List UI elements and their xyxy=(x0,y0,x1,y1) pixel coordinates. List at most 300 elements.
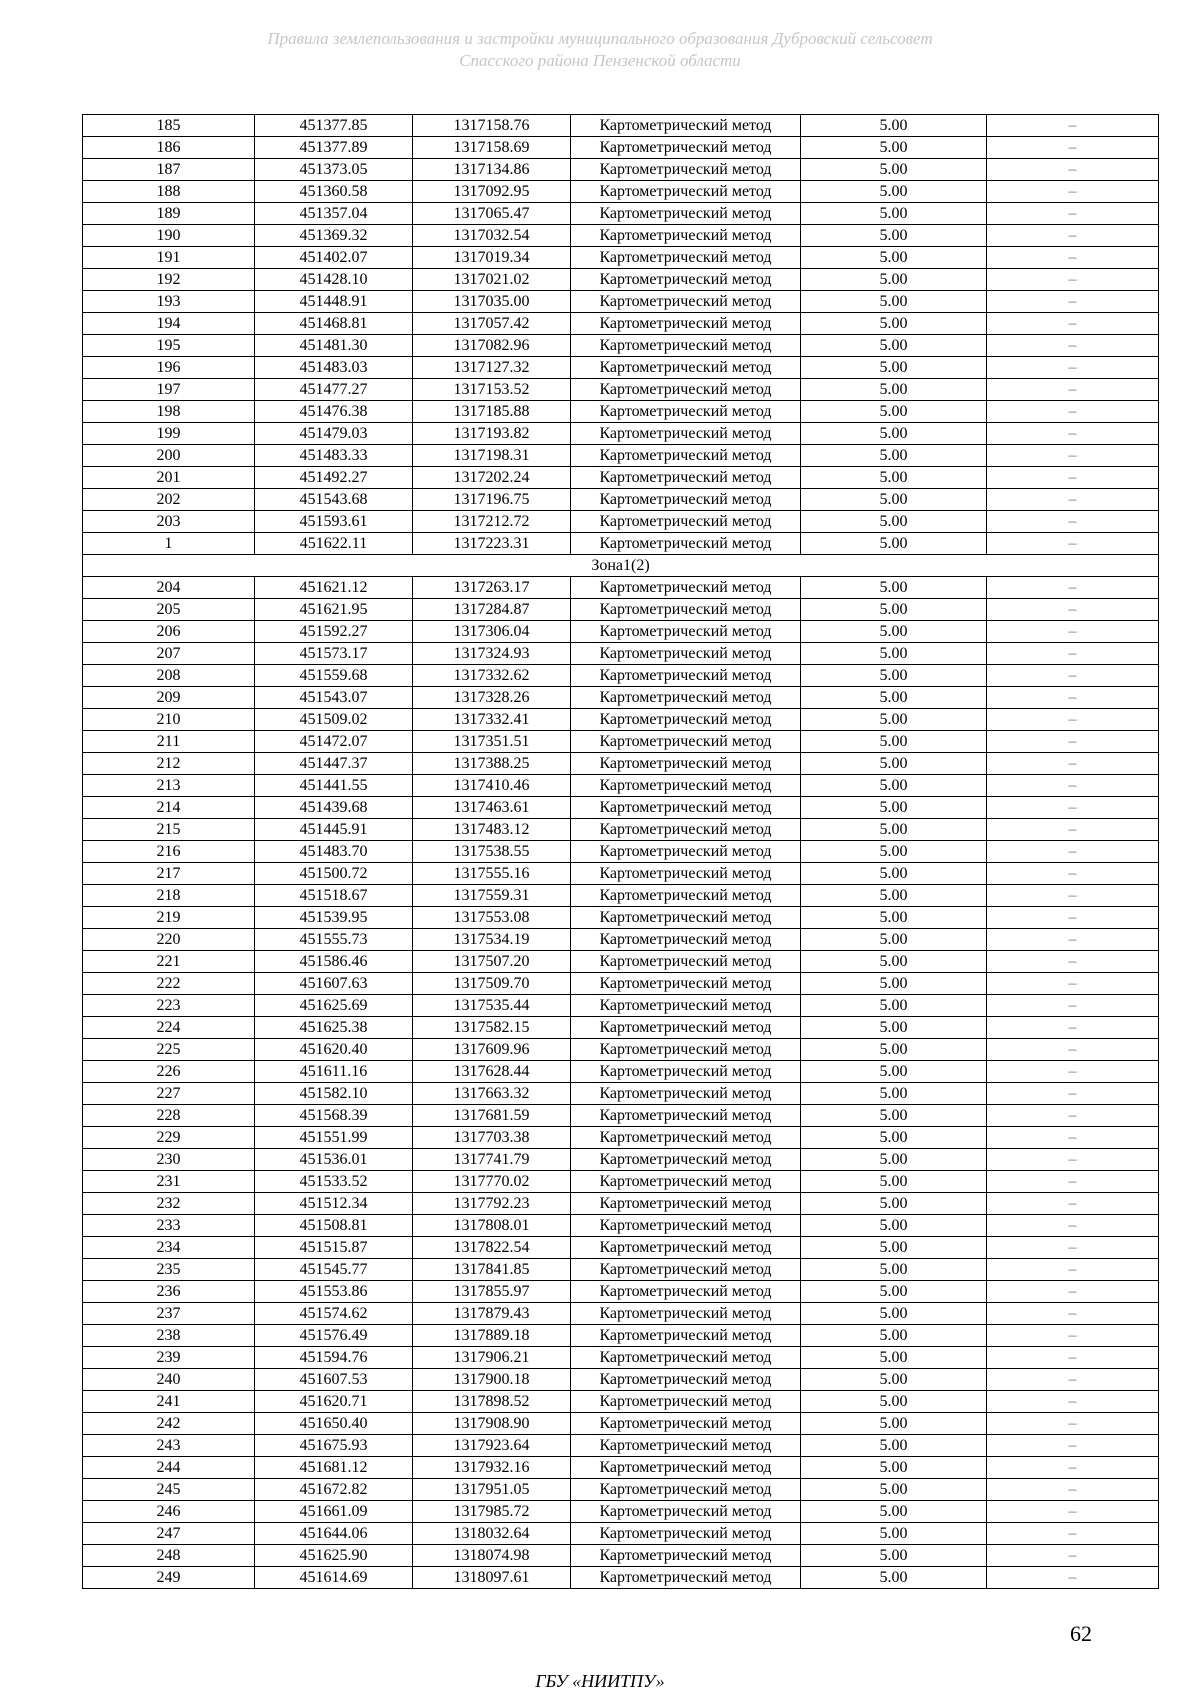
table-row xyxy=(83,1193,1159,1215)
table-row xyxy=(83,159,1159,181)
x-coordinate-cell: 451543.07 xyxy=(255,687,413,709)
accuracy-cell: 5.00 xyxy=(801,159,987,181)
accuracy-cell: 5.00 xyxy=(801,797,987,819)
table-row xyxy=(83,335,1159,357)
table-row xyxy=(83,995,1159,1017)
point-number-cell: 216 xyxy=(83,841,255,863)
x-coordinate-cell: 451468.81 xyxy=(255,313,413,335)
point-number-cell: 232 xyxy=(83,1193,255,1215)
method-cell: Картометрический метод xyxy=(571,665,801,687)
y-coordinate-cell: 1317628.44 xyxy=(413,1061,571,1083)
method-cell: Картометрический метод xyxy=(571,137,801,159)
x-coordinate-cell: 451428.10 xyxy=(255,269,413,291)
y-coordinate-cell: 1317082.96 xyxy=(413,335,571,357)
table-row xyxy=(83,445,1159,467)
y-coordinate-cell: 1317212.72 xyxy=(413,511,571,533)
method-cell: Картометрический метод xyxy=(571,291,801,313)
note-cell: – xyxy=(987,797,1159,819)
note-cell: – xyxy=(987,1017,1159,1039)
point-number-cell: 236 xyxy=(83,1281,255,1303)
table-row xyxy=(83,401,1159,423)
x-coordinate-cell: 451481.30 xyxy=(255,335,413,357)
point-number-cell: 217 xyxy=(83,863,255,885)
y-coordinate-cell: 1317032.54 xyxy=(413,225,571,247)
note-cell: – xyxy=(987,577,1159,599)
method-cell: Картометрический метод xyxy=(571,621,801,643)
x-coordinate-cell: 451477.27 xyxy=(255,379,413,401)
x-coordinate-cell: 451509.02 xyxy=(255,709,413,731)
point-number-cell: 225 xyxy=(83,1039,255,1061)
y-coordinate-cell: 1317198.31 xyxy=(413,445,571,467)
point-number-cell: 209 xyxy=(83,687,255,709)
point-number-cell: 241 xyxy=(83,1391,255,1413)
x-coordinate-cell: 451472.07 xyxy=(255,731,413,753)
note-cell: – xyxy=(987,291,1159,313)
table-row xyxy=(83,1039,1159,1061)
table-row xyxy=(83,577,1159,599)
note-cell: – xyxy=(987,863,1159,885)
accuracy-cell: 5.00 xyxy=(801,291,987,313)
accuracy-cell: 5.00 xyxy=(801,181,987,203)
x-coordinate-cell: 451555.73 xyxy=(255,929,413,951)
point-number-cell: 231 xyxy=(83,1171,255,1193)
x-coordinate-cell: 451620.71 xyxy=(255,1391,413,1413)
point-number-cell: 242 xyxy=(83,1413,255,1435)
y-coordinate-cell: 1318032.64 xyxy=(413,1523,571,1545)
method-cell: Картометрический метод xyxy=(571,181,801,203)
document-footer: ГБУ «НИИТПУ» xyxy=(535,1671,665,1691)
table-row xyxy=(83,797,1159,819)
point-number-cell: 233 xyxy=(83,1215,255,1237)
table-row xyxy=(83,841,1159,863)
method-cell: Картометрический метод xyxy=(571,1567,801,1589)
zone-label: Зона1(2) xyxy=(83,555,1159,577)
point-number-cell: 188 xyxy=(83,181,255,203)
y-coordinate-cell: 1317158.76 xyxy=(413,115,571,137)
accuracy-cell: 5.00 xyxy=(801,885,987,907)
x-coordinate-cell: 451539.95 xyxy=(255,907,413,929)
x-coordinate-cell: 451576.49 xyxy=(255,1325,413,1347)
accuracy-cell: 5.00 xyxy=(801,1171,987,1193)
table-row xyxy=(83,885,1159,907)
method-cell: Картометрический метод xyxy=(571,335,801,357)
note-cell: – xyxy=(987,1281,1159,1303)
table-row xyxy=(83,819,1159,841)
point-number-cell: 237 xyxy=(83,1303,255,1325)
point-number-cell: 211 xyxy=(83,731,255,753)
table-row xyxy=(83,115,1159,137)
point-number-cell: 198 xyxy=(83,401,255,423)
point-number-cell: 202 xyxy=(83,489,255,511)
accuracy-cell: 5.00 xyxy=(801,1369,987,1391)
table-row xyxy=(83,467,1159,489)
x-coordinate-cell: 451661.09 xyxy=(255,1501,413,1523)
accuracy-cell: 5.00 xyxy=(801,907,987,929)
note-cell: – xyxy=(987,1171,1159,1193)
table-row xyxy=(83,1215,1159,1237)
accuracy-cell: 5.00 xyxy=(801,1479,987,1501)
point-number-cell: 205 xyxy=(83,599,255,621)
method-cell: Картометрический метод xyxy=(571,423,801,445)
accuracy-cell: 5.00 xyxy=(801,533,987,555)
point-number-cell: 218 xyxy=(83,885,255,907)
y-coordinate-cell: 1317463.61 xyxy=(413,797,571,819)
method-cell: Картометрический метод xyxy=(571,1523,801,1545)
method-cell: Картометрический метод xyxy=(571,1303,801,1325)
method-cell: Картометрический метод xyxy=(571,709,801,731)
note-cell: – xyxy=(987,115,1159,137)
x-coordinate-cell: 451593.61 xyxy=(255,511,413,533)
accuracy-cell: 5.00 xyxy=(801,1215,987,1237)
header-title-line1: Правила землепользования и застройки муниципального образования Дубровский сельсовет xyxy=(267,29,933,48)
note-cell: – xyxy=(987,1545,1159,1567)
accuracy-cell: 5.00 xyxy=(801,1127,987,1149)
y-coordinate-cell: 1317889.18 xyxy=(413,1325,571,1347)
method-cell: Картометрический метод xyxy=(571,1413,801,1435)
point-number-cell: 207 xyxy=(83,643,255,665)
accuracy-cell: 5.00 xyxy=(801,731,987,753)
note-cell: – xyxy=(987,1061,1159,1083)
x-coordinate-cell: 451582.10 xyxy=(255,1083,413,1105)
method-cell: Картометрический метод xyxy=(571,357,801,379)
x-coordinate-cell: 451620.40 xyxy=(255,1039,413,1061)
method-cell: Картометрический метод xyxy=(571,1391,801,1413)
coordinates-table xyxy=(82,114,1159,1589)
accuracy-cell: 5.00 xyxy=(801,1149,987,1171)
y-coordinate-cell: 1317609.96 xyxy=(413,1039,571,1061)
note-cell: – xyxy=(987,1435,1159,1457)
x-coordinate-cell: 451500.72 xyxy=(255,863,413,885)
note-cell: – xyxy=(987,203,1159,225)
accuracy-cell: 5.00 xyxy=(801,1083,987,1105)
method-cell: Картометрический метод xyxy=(571,1237,801,1259)
table-row xyxy=(83,225,1159,247)
method-cell: Картометрический метод xyxy=(571,907,801,929)
method-cell: Картометрический метод xyxy=(571,203,801,225)
note-cell: – xyxy=(987,687,1159,709)
point-number-cell: 246 xyxy=(83,1501,255,1523)
accuracy-cell: 5.00 xyxy=(801,423,987,445)
point-number-cell: 220 xyxy=(83,929,255,951)
accuracy-cell: 5.00 xyxy=(801,115,987,137)
y-coordinate-cell: 1317509.70 xyxy=(413,973,571,995)
x-coordinate-cell: 451512.34 xyxy=(255,1193,413,1215)
accuracy-cell: 5.00 xyxy=(801,1413,987,1435)
x-coordinate-cell: 451445.91 xyxy=(255,819,413,841)
point-number-cell: 229 xyxy=(83,1127,255,1149)
accuracy-cell: 5.00 xyxy=(801,335,987,357)
table-row xyxy=(83,1545,1159,1567)
table-row xyxy=(83,203,1159,225)
method-cell: Картометрический метод xyxy=(571,1325,801,1347)
point-number-cell: 193 xyxy=(83,291,255,313)
header-title-line2: Спасского района Пензенской области xyxy=(459,51,741,70)
note-cell: – xyxy=(987,1193,1159,1215)
accuracy-cell: 5.00 xyxy=(801,401,987,423)
method-cell: Картометрический метод xyxy=(571,1347,801,1369)
point-number-cell: 235 xyxy=(83,1259,255,1281)
method-cell: Картометрический метод xyxy=(571,863,801,885)
point-number-cell: 228 xyxy=(83,1105,255,1127)
y-coordinate-cell: 1317483.12 xyxy=(413,819,571,841)
y-coordinate-cell: 1317879.43 xyxy=(413,1303,571,1325)
x-coordinate-cell: 451543.68 xyxy=(255,489,413,511)
accuracy-cell: 5.00 xyxy=(801,709,987,731)
point-number-cell: 248 xyxy=(83,1545,255,1567)
x-coordinate-cell: 451625.69 xyxy=(255,995,413,1017)
note-cell: – xyxy=(987,1391,1159,1413)
table-row xyxy=(83,1061,1159,1083)
method-cell: Картометрический метод xyxy=(571,401,801,423)
table-row xyxy=(83,973,1159,995)
table-row xyxy=(83,1105,1159,1127)
point-number-cell: 187 xyxy=(83,159,255,181)
note-cell: – xyxy=(987,1127,1159,1149)
y-coordinate-cell: 1317553.08 xyxy=(413,907,571,929)
point-number-cell: 249 xyxy=(83,1567,255,1589)
table-row xyxy=(83,291,1159,313)
y-coordinate-cell: 1317932.16 xyxy=(413,1457,571,1479)
note-cell: – xyxy=(987,423,1159,445)
y-coordinate-cell: 1317158.69 xyxy=(413,137,571,159)
point-number-cell: 219 xyxy=(83,907,255,929)
method-cell: Картометрический метод xyxy=(571,753,801,775)
x-coordinate-cell: 451439.68 xyxy=(255,797,413,819)
table-row xyxy=(83,1083,1159,1105)
point-number-cell: 204 xyxy=(83,577,255,599)
x-coordinate-cell: 451515.87 xyxy=(255,1237,413,1259)
note-cell: – xyxy=(987,1303,1159,1325)
y-coordinate-cell: 1317555.16 xyxy=(413,863,571,885)
point-number-cell: 221 xyxy=(83,951,255,973)
point-number-cell: 222 xyxy=(83,973,255,995)
x-coordinate-cell: 451594.76 xyxy=(255,1347,413,1369)
accuracy-cell: 5.00 xyxy=(801,1061,987,1083)
method-cell: Картометрический метод xyxy=(571,1149,801,1171)
point-number-cell: 200 xyxy=(83,445,255,467)
point-number-cell: 189 xyxy=(83,203,255,225)
x-coordinate-cell: 451479.03 xyxy=(255,423,413,445)
accuracy-cell: 5.00 xyxy=(801,775,987,797)
point-number-cell: 244 xyxy=(83,1457,255,1479)
point-number-cell: 247 xyxy=(83,1523,255,1545)
x-coordinate-cell: 451360.58 xyxy=(255,181,413,203)
accuracy-cell: 5.00 xyxy=(801,1193,987,1215)
note-cell: – xyxy=(987,159,1159,181)
note-cell: – xyxy=(987,225,1159,247)
y-coordinate-cell: 1317134.86 xyxy=(413,159,571,181)
method-cell: Картометрический метод xyxy=(571,1545,801,1567)
x-coordinate-cell: 451574.62 xyxy=(255,1303,413,1325)
table-row xyxy=(83,269,1159,291)
table-row xyxy=(83,313,1159,335)
method-cell: Картометрический метод xyxy=(571,599,801,621)
x-coordinate-cell: 451369.32 xyxy=(255,225,413,247)
method-cell: Картометрический метод xyxy=(571,1281,801,1303)
note-cell: – xyxy=(987,137,1159,159)
note-cell: – xyxy=(987,621,1159,643)
note-cell: – xyxy=(987,951,1159,973)
note-cell: – xyxy=(987,841,1159,863)
accuracy-cell: 5.00 xyxy=(801,643,987,665)
method-cell: Картометрический метод xyxy=(571,1479,801,1501)
x-coordinate-cell: 451402.07 xyxy=(255,247,413,269)
note-cell: – xyxy=(987,885,1159,907)
table-row xyxy=(83,1391,1159,1413)
page-number: 62 xyxy=(1070,1621,1092,1646)
table-row xyxy=(83,247,1159,269)
point-number-cell: 230 xyxy=(83,1149,255,1171)
table-row xyxy=(83,1171,1159,1193)
x-coordinate-cell: 451621.12 xyxy=(255,577,413,599)
table-row xyxy=(83,1413,1159,1435)
table-row xyxy=(83,181,1159,203)
y-coordinate-cell: 1317193.82 xyxy=(413,423,571,445)
accuracy-cell: 5.00 xyxy=(801,467,987,489)
y-coordinate-cell: 1317410.46 xyxy=(413,775,571,797)
x-coordinate-cell: 451675.93 xyxy=(255,1435,413,1457)
accuracy-cell: 5.00 xyxy=(801,1281,987,1303)
table-row xyxy=(83,1523,1159,1545)
method-cell: Картометрический метод xyxy=(571,1039,801,1061)
method-cell: Картометрический метод xyxy=(571,1105,801,1127)
y-coordinate-cell: 1317663.32 xyxy=(413,1083,571,1105)
y-coordinate-cell: 1317822.54 xyxy=(413,1237,571,1259)
accuracy-cell: 5.00 xyxy=(801,951,987,973)
table-row xyxy=(83,1325,1159,1347)
x-coordinate-cell: 451483.03 xyxy=(255,357,413,379)
accuracy-cell: 5.00 xyxy=(801,1303,987,1325)
y-coordinate-cell: 1317196.75 xyxy=(413,489,571,511)
y-coordinate-cell: 1317741.79 xyxy=(413,1149,571,1171)
y-coordinate-cell: 1317985.72 xyxy=(413,1501,571,1523)
table-row xyxy=(83,1303,1159,1325)
table-row xyxy=(83,1259,1159,1281)
point-number-cell: 212 xyxy=(83,753,255,775)
point-number-cell: 1 xyxy=(83,533,255,555)
accuracy-cell: 5.00 xyxy=(801,489,987,511)
note-cell: – xyxy=(987,1457,1159,1479)
point-number-cell: 240 xyxy=(83,1369,255,1391)
note-cell: – xyxy=(987,533,1159,555)
method-cell: Картометрический метод xyxy=(571,775,801,797)
accuracy-cell: 5.00 xyxy=(801,995,987,1017)
method-cell: Картометрический метод xyxy=(571,1127,801,1149)
point-number-cell: 191 xyxy=(83,247,255,269)
method-cell: Картометрический метод xyxy=(571,1193,801,1215)
table-row xyxy=(83,1435,1159,1457)
note-cell: – xyxy=(987,731,1159,753)
accuracy-cell: 5.00 xyxy=(801,1237,987,1259)
x-coordinate-cell: 451611.16 xyxy=(255,1061,413,1083)
x-coordinate-cell: 451551.99 xyxy=(255,1127,413,1149)
point-number-cell: 206 xyxy=(83,621,255,643)
x-coordinate-cell: 451553.86 xyxy=(255,1281,413,1303)
table-row xyxy=(83,379,1159,401)
accuracy-cell: 5.00 xyxy=(801,1325,987,1347)
note-cell: – xyxy=(987,819,1159,841)
accuracy-cell: 5.00 xyxy=(801,269,987,291)
table-row xyxy=(83,907,1159,929)
method-cell: Картометрический метод xyxy=(571,1215,801,1237)
note-cell: – xyxy=(987,1369,1159,1391)
x-coordinate-cell: 451483.33 xyxy=(255,445,413,467)
y-coordinate-cell: 1317855.97 xyxy=(413,1281,571,1303)
accuracy-cell: 5.00 xyxy=(801,1017,987,1039)
point-number-cell: 196 xyxy=(83,357,255,379)
note-cell: – xyxy=(987,335,1159,357)
point-number-cell: 208 xyxy=(83,665,255,687)
accuracy-cell: 5.00 xyxy=(801,1545,987,1567)
accuracy-cell: 5.00 xyxy=(801,929,987,951)
note-cell: – xyxy=(987,1039,1159,1061)
x-coordinate-cell: 451672.82 xyxy=(255,1479,413,1501)
method-cell: Картометрический метод xyxy=(571,159,801,181)
y-coordinate-cell: 1317127.32 xyxy=(413,357,571,379)
x-coordinate-cell: 451483.70 xyxy=(255,841,413,863)
table-row xyxy=(83,929,1159,951)
point-number-cell: 214 xyxy=(83,797,255,819)
point-number-cell: 210 xyxy=(83,709,255,731)
accuracy-cell: 5.00 xyxy=(801,599,987,621)
table-row xyxy=(83,1501,1159,1523)
y-coordinate-cell: 1317507.20 xyxy=(413,951,571,973)
point-number-cell: 226 xyxy=(83,1061,255,1083)
y-coordinate-cell: 1317535.44 xyxy=(413,995,571,1017)
y-coordinate-cell: 1317703.38 xyxy=(413,1127,571,1149)
point-number-cell: 203 xyxy=(83,511,255,533)
y-coordinate-cell: 1317898.52 xyxy=(413,1391,571,1413)
point-number-cell: 223 xyxy=(83,995,255,1017)
y-coordinate-cell: 1317388.25 xyxy=(413,753,571,775)
point-number-cell: 215 xyxy=(83,819,255,841)
accuracy-cell: 5.00 xyxy=(801,357,987,379)
method-cell: Картометрический метод xyxy=(571,643,801,665)
accuracy-cell: 5.00 xyxy=(801,841,987,863)
point-number-cell: 239 xyxy=(83,1347,255,1369)
method-cell: Картометрический метод xyxy=(571,269,801,291)
table-row xyxy=(83,533,1159,555)
y-coordinate-cell: 1317057.42 xyxy=(413,313,571,335)
note-cell: – xyxy=(987,379,1159,401)
y-coordinate-cell: 1317792.23 xyxy=(413,1193,571,1215)
method-cell: Картометрический метод xyxy=(571,731,801,753)
accuracy-cell: 5.00 xyxy=(801,511,987,533)
table-row xyxy=(83,1281,1159,1303)
table-row xyxy=(83,665,1159,687)
accuracy-cell: 5.00 xyxy=(801,1039,987,1061)
method-cell: Картометрический метод xyxy=(571,489,801,511)
method-cell: Картометрический метод xyxy=(571,1061,801,1083)
x-coordinate-cell: 451625.90 xyxy=(255,1545,413,1567)
accuracy-cell: 5.00 xyxy=(801,137,987,159)
note-cell: – xyxy=(987,401,1159,423)
note-cell: – xyxy=(987,489,1159,511)
note-cell: – xyxy=(987,1149,1159,1171)
accuracy-cell: 5.00 xyxy=(801,687,987,709)
y-coordinate-cell: 1317808.01 xyxy=(413,1215,571,1237)
table-row xyxy=(83,423,1159,445)
note-cell: – xyxy=(987,357,1159,379)
accuracy-cell: 5.00 xyxy=(801,665,987,687)
accuracy-cell: 5.00 xyxy=(801,1501,987,1523)
y-coordinate-cell: 1317065.47 xyxy=(413,203,571,225)
y-coordinate-cell: 1317223.31 xyxy=(413,533,571,555)
table-row xyxy=(83,687,1159,709)
method-cell: Картометрический метод xyxy=(571,1259,801,1281)
y-coordinate-cell: 1317923.64 xyxy=(413,1435,571,1457)
table-row xyxy=(83,951,1159,973)
